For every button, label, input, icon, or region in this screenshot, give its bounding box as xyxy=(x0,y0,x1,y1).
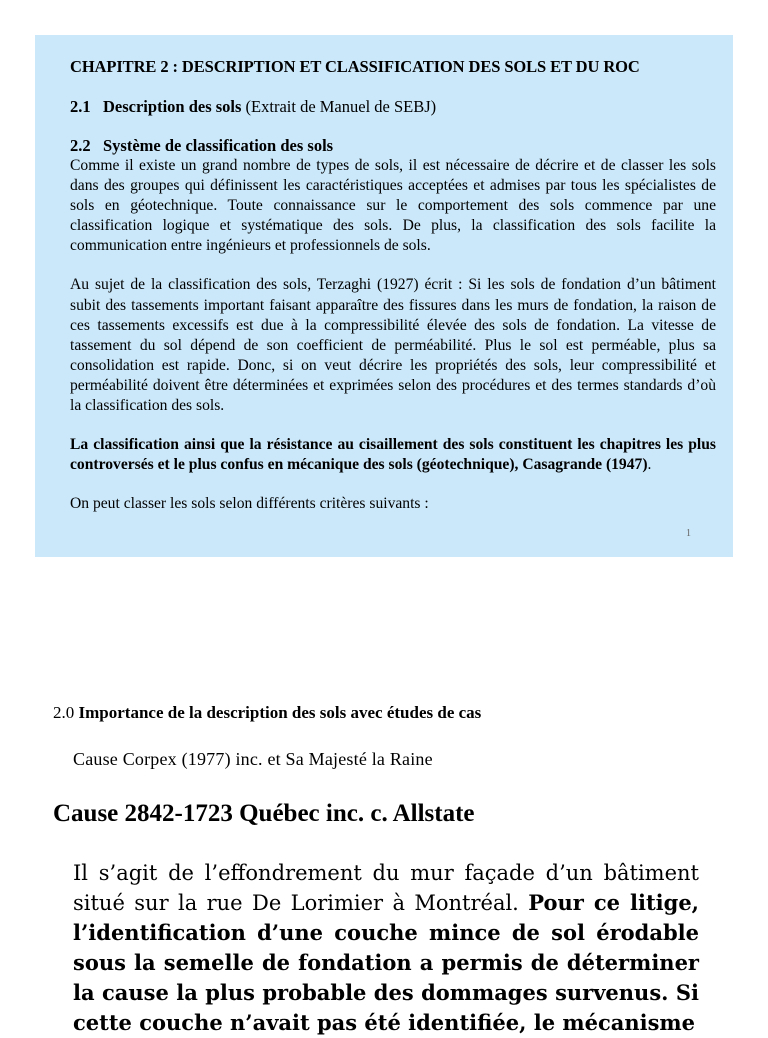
casagrande-period: . xyxy=(647,456,652,474)
slide-panel xyxy=(35,35,733,557)
paragraph-classification-intro: Comme il existe un grand nombre de types de sols, il est nécessaire de décrire et de classer les sols dans des groupes qui définissent les caractéristiques acceptées et admises par tous les spécialistes de sols en géotechnique. Toute connaissance sur le comportement des sols commence par une classification logique et systématique des sols. De plus, la classification des sols facilite la communication entre ingénieurs et professionnels de sols. xyxy=(70,157,716,255)
paragraph-casagrande xyxy=(70,435,716,475)
casagrande-quote: La classification ainsi que la résistance au cisaillement des sols constituent les chapitres les plus controversés et le plus confus en mécanique des sols (géotechnique), Casagrande (1947) xyxy=(70,436,716,474)
section-2-1-heading xyxy=(70,97,716,117)
case-description xyxy=(73,858,699,1038)
slide-content xyxy=(70,57,716,514)
case-corpex: Cause Corpex (1977) inc. et Sa Majesté la Raine xyxy=(73,749,433,769)
section-title: Description des sols xyxy=(103,97,242,116)
section-title: Système de classification des sols xyxy=(103,136,334,155)
paragraph-terzaghi: Au sujet de la classification des sols, Terzaghi (1927) écrit : Si les sols de fondation d’un bâtiment subit des tassements important faisant apparaître des fissures dans les murs de fondation, la raison de ces tassements excessifs est due à la compressibilité élevée des sols de fondation. La vitesse de tassement du sol dépend de son coefficient de perméabilité. Plus le sol est perméable, plus sa consolidation est rapide. Donc, si on veut décrire les propriétés des sols, leur compressibilité et perméabilité doivent être déterminées et exprimées selon des procédures et des termes standards d’où la classification des sols. xyxy=(70,276,716,415)
section-number: 2.2 xyxy=(70,136,91,155)
case-text-bold: Pour ce litige, l’identification d’une couche mince de sol érodable sous la semelle de fondation a permis de déterminer la cause la plus probable des dommages survenus. Si cette couche n’avait pas été identifiée, le mécanisme xyxy=(73,890,699,1035)
case-heading: Cause 2842-1723 Québec inc. c. Allstate xyxy=(53,800,475,827)
section-note: (Extrait de Manuel de SEBJ) xyxy=(245,97,437,116)
section-number: 2.1 xyxy=(70,97,91,116)
paragraph-criteria: On peut classer les sols selon différents critères suivants : xyxy=(70,495,429,513)
slide-page-number: 1 xyxy=(686,528,691,539)
section-2-2-heading xyxy=(70,136,716,156)
case-text-normal: Il s’agit de l’effondrement du mur façade d’un bâtiment situé sur la rue De Lorimier à Montréal. xyxy=(73,861,699,915)
section-2-0-heading xyxy=(53,703,481,723)
chapter-title: CHAPITRE 2 : DESCRIPTION ET CLASSIFICATION DES SOLS ET DU ROC xyxy=(70,57,640,76)
section-number: 2.0 xyxy=(53,703,75,722)
section-title: Importance de la description des sols avec études de cas xyxy=(78,703,482,722)
